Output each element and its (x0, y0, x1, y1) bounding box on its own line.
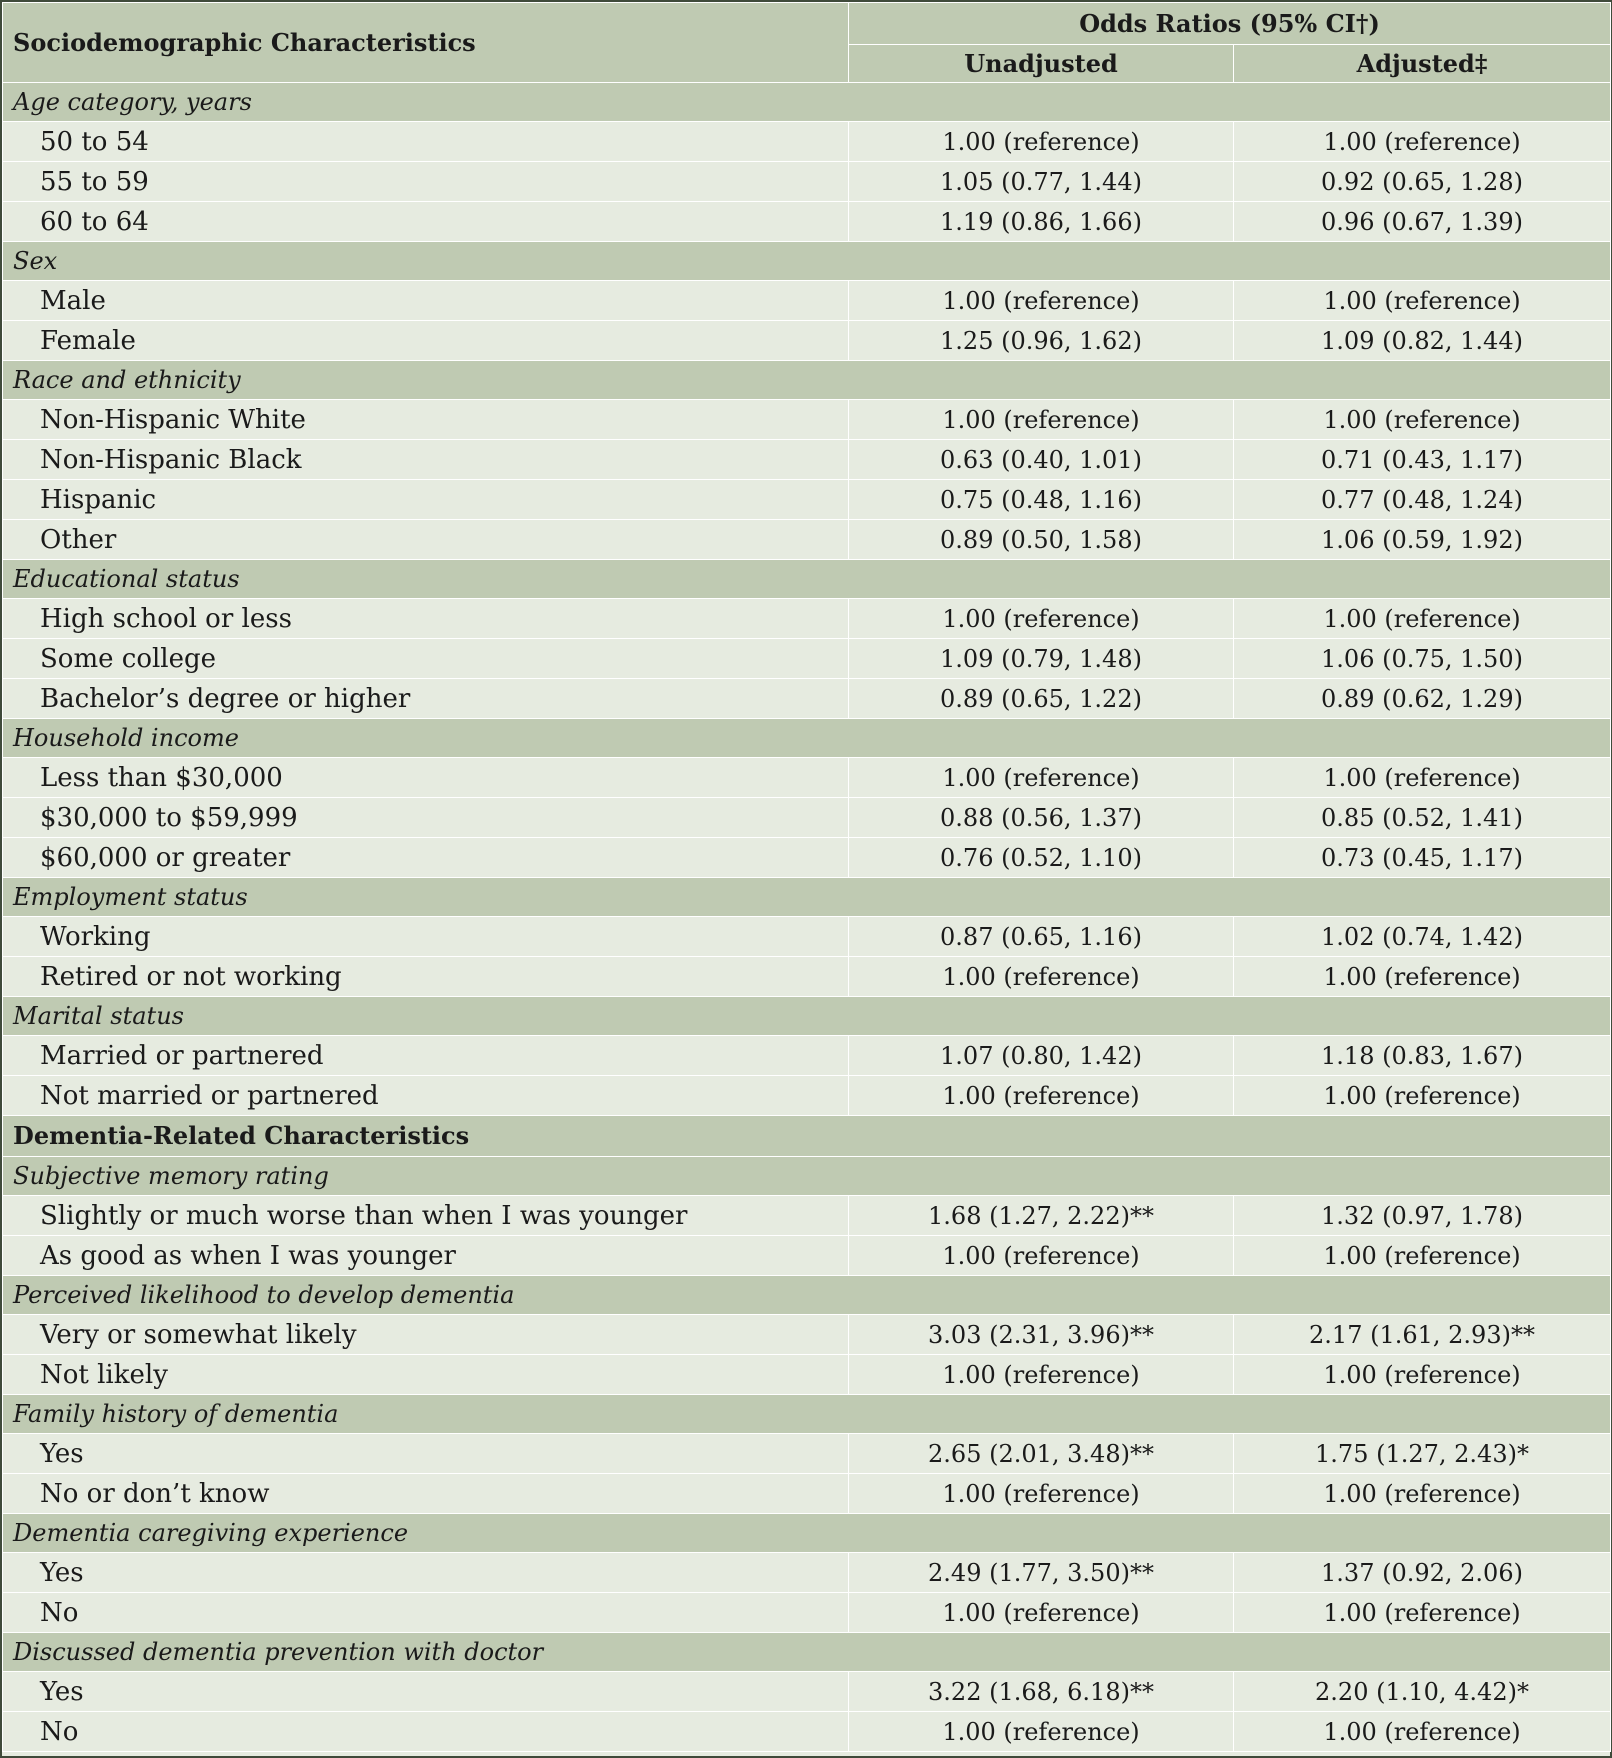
unadjusted-value: 1.00 (reference) (849, 1355, 1234, 1395)
row-label: Married or partnered (3, 1036, 849, 1076)
adjusted-value: 0.92 (0.65, 1.28) (1234, 162, 1611, 202)
unadjusted-value: 0.89 (0.65, 1.22) (849, 679, 1234, 719)
row-label: No (3, 1712, 849, 1752)
table-row (3, 1434, 1611, 1474)
adjusted-value: 1.00 (reference) (1234, 281, 1611, 321)
row-label: Yes (3, 1672, 849, 1712)
unadjusted-value: 1.07 (0.80, 1.42) (849, 1036, 1234, 1076)
unadjusted-value: 1.00 (reference) (849, 1593, 1234, 1633)
table-row (3, 1315, 1611, 1355)
table-row (3, 1712, 1611, 1752)
category-label: Sex (3, 242, 1611, 281)
adjusted-value: 1.37 (0.92, 2.06) (1234, 1553, 1611, 1593)
category-row (3, 1395, 1611, 1434)
category-row (3, 242, 1611, 281)
table-row (3, 122, 1611, 162)
row-label: 55 to 59 (3, 162, 849, 202)
row-label: Yes (3, 1553, 849, 1593)
row-label: Retired or not working (3, 957, 849, 997)
row-label: Other (3, 520, 849, 560)
table-row (3, 1553, 1611, 1593)
table-row (3, 520, 1611, 560)
table-row (3, 1593, 1611, 1633)
category-label: Educational status (3, 560, 1611, 599)
category-label: Race and ethnicity (3, 361, 1611, 400)
row-label: $60,000 or greater (3, 838, 849, 878)
category-row (3, 997, 1611, 1036)
adjusted-value: 0.89 (0.62, 1.29) (1234, 679, 1611, 719)
table-row (3, 202, 1611, 242)
adjusted-value: 1.02 (0.74, 1.42) (1234, 917, 1611, 957)
category-row (3, 560, 1611, 599)
category-row (3, 1633, 1611, 1672)
header-adjusted: Adjusted‡ (1234, 45, 1611, 83)
table-row (3, 321, 1611, 361)
adjusted-value: 1.09 (0.82, 1.44) (1234, 321, 1611, 361)
table-row (3, 1355, 1611, 1395)
adjusted-value: 1.06 (0.59, 1.92) (1234, 520, 1611, 560)
category-label: Subjective memory rating (3, 1157, 1611, 1196)
row-label: Not married or partnered (3, 1076, 849, 1116)
table-row (3, 1196, 1611, 1236)
category-label: Employment status (3, 878, 1611, 917)
adjusted-value: 0.96 (0.67, 1.39) (1234, 202, 1611, 242)
category-label: Discussed dementia prevention with doctor (3, 1633, 1611, 1672)
adjusted-value: 1.00 (reference) (1234, 1076, 1611, 1116)
row-label: Male (3, 281, 849, 321)
table-row (3, 281, 1611, 321)
row-label: $30,000 to $59,999 (3, 798, 849, 838)
row-label: Female (3, 321, 849, 361)
row-label: As good as when I was younger (3, 1236, 849, 1276)
table-row (3, 440, 1611, 480)
adjusted-value: 0.73 (0.45, 1.17) (1234, 838, 1611, 878)
unadjusted-value: 0.88 (0.56, 1.37) (849, 798, 1234, 838)
adjusted-value: 1.00 (reference) (1234, 758, 1611, 798)
unadjusted-value: 2.49 (1.77, 3.50)** (849, 1553, 1234, 1593)
adjusted-value: 1.00 (reference) (1234, 957, 1611, 997)
unadjusted-value: 1.00 (reference) (849, 1236, 1234, 1276)
table-header (3, 3, 1611, 83)
table-row (3, 957, 1611, 997)
row-label: Slightly or much worse than when I was younger (3, 1196, 849, 1236)
table-row (3, 1036, 1611, 1076)
adjusted-value: 2.20 (1.10, 4.42)* (1234, 1672, 1611, 1712)
table-row (3, 162, 1611, 202)
unadjusted-value: 0.76 (0.52, 1.10) (849, 838, 1234, 878)
unadjusted-value: 0.63 (0.40, 1.01) (849, 440, 1234, 480)
header-unadjusted: Unadjusted (849, 45, 1234, 83)
adjusted-value: 1.00 (reference) (1234, 599, 1611, 639)
adjusted-value: 0.71 (0.43, 1.17) (1234, 440, 1611, 480)
row-label: High school or less (3, 599, 849, 639)
adjusted-value: 1.00 (reference) (1234, 1355, 1611, 1395)
row-label: Bachelor’s degree or higher (3, 679, 849, 719)
table-row (3, 1076, 1611, 1116)
odds-ratio-table (2, 2, 1611, 1752)
category-label: Age category, years (3, 83, 1611, 122)
table-row (3, 1236, 1611, 1276)
category-row (3, 1276, 1611, 1315)
header-odds-ratios: Odds Ratios (95% CI†) (849, 3, 1611, 45)
adjusted-value: 1.75 (1.27, 2.43)* (1234, 1434, 1611, 1474)
category-row (3, 361, 1611, 400)
category-label: Perceived likelihood to develop dementia (3, 1276, 1611, 1315)
category-label: Marital status (3, 997, 1611, 1036)
section-label: Dementia-Related Characteristics (3, 1116, 1611, 1157)
category-row (3, 83, 1611, 122)
row-label: Less than $30,000 (3, 758, 849, 798)
section-row (3, 1116, 1611, 1157)
row-label: Non-Hispanic White (3, 400, 849, 440)
row-label: Some college (3, 639, 849, 679)
unadjusted-value: 1.00 (reference) (849, 122, 1234, 162)
unadjusted-value: 0.89 (0.50, 1.58) (849, 520, 1234, 560)
unadjusted-value: 1.00 (reference) (849, 1712, 1234, 1752)
adjusted-value: 1.06 (0.75, 1.50) (1234, 639, 1611, 679)
table-row (3, 679, 1611, 719)
table-row (3, 917, 1611, 957)
unadjusted-value: 1.09 (0.79, 1.48) (849, 639, 1234, 679)
table-row (3, 798, 1611, 838)
category-label: Household income (3, 719, 1611, 758)
table-row (3, 1474, 1611, 1514)
adjusted-value: 0.77 (0.48, 1.24) (1234, 480, 1611, 520)
category-label: Dementia caregiving experience (3, 1514, 1611, 1553)
adjusted-value: 1.00 (reference) (1234, 1712, 1611, 1752)
category-row (3, 878, 1611, 917)
unadjusted-value: 1.00 (reference) (849, 957, 1234, 997)
unadjusted-value: 0.87 (0.65, 1.16) (849, 917, 1234, 957)
row-label: Hispanic (3, 480, 849, 520)
unadjusted-value: 3.22 (1.68, 6.18)** (849, 1672, 1234, 1712)
table-row (3, 400, 1611, 440)
unadjusted-value: 1.00 (reference) (849, 281, 1234, 321)
row-label: Not likely (3, 1355, 849, 1395)
table-row (3, 480, 1611, 520)
unadjusted-value: 1.68 (1.27, 2.22)** (849, 1196, 1234, 1236)
adjusted-value: 1.00 (reference) (1234, 1593, 1611, 1633)
row-label: No or don’t know (3, 1474, 849, 1514)
table-row (3, 599, 1611, 639)
row-label: Non-Hispanic Black (3, 440, 849, 480)
unadjusted-value: 1.00 (reference) (849, 758, 1234, 798)
header-characteristics: Sociodemographic Characteristics (3, 3, 849, 83)
unadjusted-value: 1.19 (0.86, 1.66) (849, 202, 1234, 242)
adjusted-value: 1.32 (0.97, 1.78) (1234, 1196, 1611, 1236)
adjusted-value: 1.18 (0.83, 1.67) (1234, 1036, 1611, 1076)
row-label: 50 to 54 (3, 122, 849, 162)
unadjusted-value: 1.00 (reference) (849, 1474, 1234, 1514)
category-row (3, 1514, 1611, 1553)
unadjusted-value: 1.00 (reference) (849, 400, 1234, 440)
row-label: Very or somewhat likely (3, 1315, 849, 1355)
row-label: 60 to 64 (3, 202, 849, 242)
table-row (3, 758, 1611, 798)
category-row (3, 1157, 1611, 1196)
unadjusted-value: 1.00 (reference) (849, 1076, 1234, 1116)
table-body (3, 83, 1611, 1752)
category-row (3, 719, 1611, 758)
adjusted-value: 1.00 (reference) (1234, 1474, 1611, 1514)
unadjusted-value: 1.05 (0.77, 1.44) (849, 162, 1234, 202)
row-label: No (3, 1593, 849, 1633)
adjusted-value: 0.85 (0.52, 1.41) (1234, 798, 1611, 838)
unadjusted-value: 1.25 (0.96, 1.62) (849, 321, 1234, 361)
table-row (3, 639, 1611, 679)
unadjusted-value: 0.75 (0.48, 1.16) (849, 480, 1234, 520)
adjusted-value: 1.00 (reference) (1234, 122, 1611, 162)
table-row (3, 838, 1611, 878)
unadjusted-value: 2.65 (2.01, 3.48)** (849, 1434, 1234, 1474)
adjusted-value: 2.17 (1.61, 2.93)** (1234, 1315, 1611, 1355)
adjusted-value: 1.00 (reference) (1234, 1236, 1611, 1276)
unadjusted-value: 1.00 (reference) (849, 599, 1234, 639)
adjusted-value: 1.00 (reference) (1234, 400, 1611, 440)
row-label: Yes (3, 1434, 849, 1474)
category-label: Family history of dementia (3, 1395, 1611, 1434)
table-row (3, 1672, 1611, 1712)
unadjusted-value: 3.03 (2.31, 3.96)** (849, 1315, 1234, 1355)
row-label: Working (3, 917, 849, 957)
